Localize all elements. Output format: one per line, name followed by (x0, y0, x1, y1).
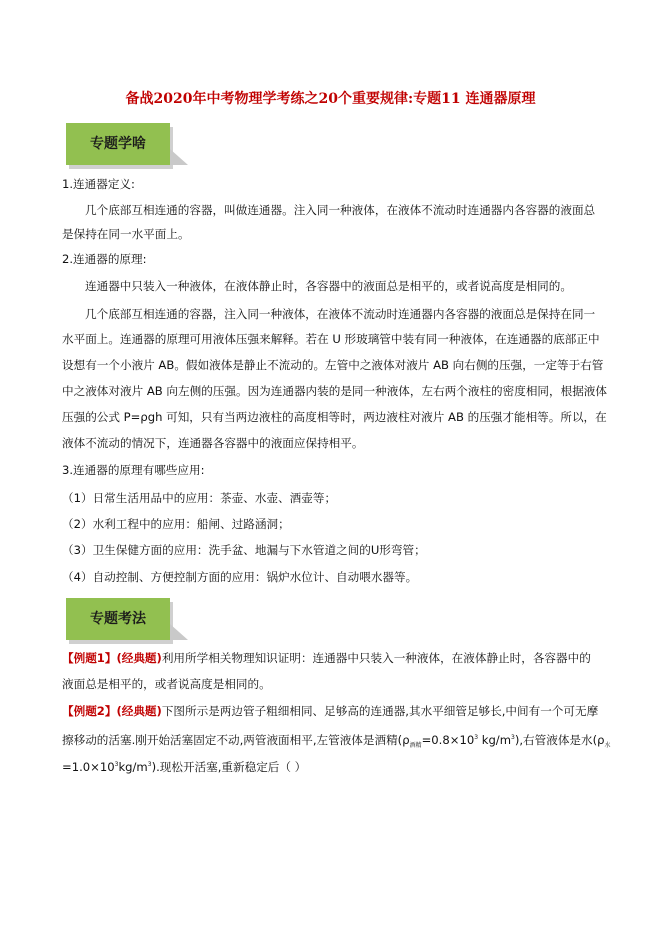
banner-label: 专题学啥 (90, 136, 146, 152)
exponent: 3 (474, 734, 479, 741)
section3-item3: （3）卫生保健方面的应用：洗手盆、地漏与下水管道之间的U形弯管； (62, 543, 426, 557)
section2-para2-line5: 压强的公式 P=ρgh 可知，只有当两边液柱的高度相等时，两边液柱对液片 AB 的压强才能相等。所以，在 (62, 410, 607, 424)
section2-para2-line4: 中之液体对液片 AB 向左侧的压强。因为连通器内装的是同一种液体，左右两个液柱的密度相同，根据液体 (62, 384, 607, 398)
section2-para2-line6: 液体不流动的情况下，连通器各容器中的液面应保持相平。 (62, 436, 364, 450)
water-subscript: 水 (604, 742, 611, 750)
section3-item4: （4）自动控制、方便控制方面的应用：锅炉水位计、自动喂水器等。 (62, 570, 418, 584)
example2-text-e: =1.0×10 (62, 759, 115, 774)
alcohol-subscript: 酒精 (409, 742, 422, 750)
section1-heading: 1.连通器定义: (62, 177, 135, 191)
section2-para1: 连通器中只装入一种液体，在液体静止时，各容器中的液面总是相平的，或者说高度是相同的。 (85, 279, 572, 293)
exponent: 3 (114, 761, 119, 768)
example2-tag: 【例题2】(经典题) (62, 704, 162, 718)
section-banner-exam (66, 598, 194, 640)
section2-para2-line3: 设想有一个小液片 AB。假如液体是静止不流动的。左管中之液体对液片 AB 向右侧的压强，一定等于右管 (62, 358, 604, 372)
example1-line1 (62, 651, 591, 666)
exponent: 3 (147, 761, 152, 768)
section-banner-study (66, 123, 194, 165)
example2-line3 (62, 757, 306, 775)
banner-label: 专题考法 (90, 611, 146, 627)
example2-unit: kg/m (478, 732, 512, 747)
example1-text: 利用所学相关物理知识证明：连通器中只装入一种液体，在液体静止时，各容器中的 (161, 651, 591, 665)
section3-item1: （1）日常生活用品中的应用：茶壶、水壶、酒壶等； (62, 491, 337, 505)
section1-line2: 是保持在同一水平面上。 (62, 227, 190, 241)
example2-text-d: ),右管液体是水(ρ (514, 732, 605, 747)
example2-line1 (62, 704, 598, 719)
example2-text-a: 擦移动的活塞.刚开始活塞固定不动,两管液面相平,左管液体是酒精(ρ (62, 732, 410, 747)
example1-line2: 液面总是相平的，或者说高度是相同的。 (62, 677, 271, 691)
section1-line1: 几个底部互相连通的容器，叫做连通器。注入同一种液体，在液体不流动时连通器内各容器的液面总 (85, 203, 596, 217)
example2-text: 下图所示是两边管子粗细相同、足够高的连通器,其水平细管足够长,中间有一个可无摩 (161, 704, 599, 718)
example1-tag: 【例题1】(经典题) (62, 651, 162, 665)
example2-line2 (62, 730, 611, 753)
exponent: 3 (511, 734, 515, 741)
banner-fold (170, 624, 188, 640)
page-title: 备战2020年中考物理学考练之20个重要规律:专题11 连通器原理 (125, 91, 536, 107)
section3-heading: 3.连通器的原理有哪些应用: (62, 463, 205, 477)
example2-text-b: =0.8×10 (421, 732, 475, 747)
section2-para2-line1: 几个底部互相连通的容器，注入同一种液体，在液体不流动时连通器内各容器的液面总是保持在同一 (85, 307, 596, 321)
example2-text-f: ).现松开活塞,重新稳定后（ ） (151, 759, 307, 774)
section2-para2-line2: 水平面上。连通器的原理可用液体压强来解释。若在 U 形玻璃管中装有同一种液体，在连通器的底部正中 (62, 332, 600, 346)
banner-fold (170, 149, 188, 165)
section3-item2: （2）水利工程中的应用：船闸、过路涵洞； (62, 517, 290, 531)
section2-heading: 2.连通器的原理: (62, 252, 147, 266)
example2-unit: kg/m (118, 759, 148, 774)
